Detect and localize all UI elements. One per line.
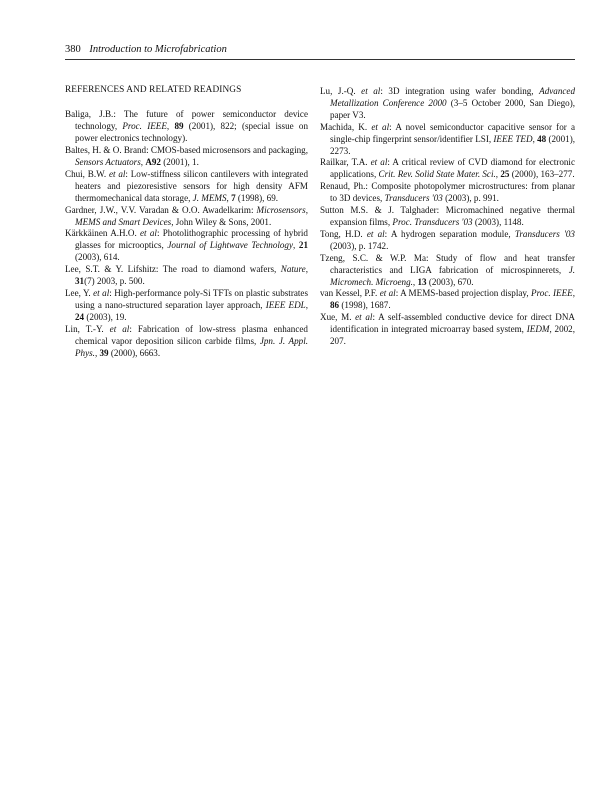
- reference-text: et al: [370, 157, 388, 168]
- reference-text: Tzeng, S.C. & W.P. Ma: Study of flow and heat transfer characteristics and LIGA fabrication of microspinnerets,: [320, 252, 575, 275]
- reference-text: ,: [532, 133, 538, 144]
- reference-text: ,: [305, 264, 308, 275]
- reference-text: IEEE TED: [493, 133, 533, 144]
- reference-text: : 3D integration using wafer bonding,: [380, 86, 540, 96]
- reference-text: (2003), 614.: [75, 252, 120, 263]
- reference-text: et al: [109, 323, 130, 334]
- reference-text: (2003), 670.: [426, 276, 474, 287]
- reference-text: : High-performance poly-Si TFTs on plastic substrates using a nano-structured separation layer approach,: [75, 288, 308, 310]
- reference-text: et al: [140, 228, 157, 239]
- reference-text: : A novel semiconductor capacitive sensor for a single-chip fingerprint sensor/identifier LSI,: [330, 121, 575, 144]
- reference-entry: [320, 122, 575, 158]
- reference-text: ,: [572, 288, 575, 299]
- reference-text: van Kessel, P.F.: [320, 288, 380, 299]
- running-title: Introduction to Microfabrication: [89, 44, 227, 55]
- reference-text: : Low-stiffness silicon cantilevers with integrated heaters and piezoresistive sensors for high density AFM thermomechanical data storage,: [75, 168, 308, 203]
- reference-text: ,: [293, 240, 299, 251]
- reference-text: 24: [75, 311, 85, 322]
- reference-text: (3–5 October 2000, San Diego), paper V3.: [330, 97, 575, 120]
- reference-entry: [320, 205, 575, 229]
- reference-text: Nature: [280, 264, 306, 275]
- reference-text: (2001), 822; (special issue on power electronics technology).: [75, 121, 309, 144]
- reference-entry: [65, 145, 308, 169]
- reference-text: Journal of Lightwave Technology: [167, 240, 294, 251]
- reference-text: ,: [226, 192, 232, 203]
- running-header: [65, 44, 227, 55]
- reference-text: ,: [412, 276, 418, 287]
- reference-text: J. MEMS: [192, 192, 227, 203]
- reference-text: 7: [231, 192, 236, 203]
- reference-text: Lee, Y.: [65, 288, 94, 298]
- reference-text: A92: [145, 157, 161, 168]
- reference-text: Lu, J.-Q.: [320, 86, 362, 96]
- reference-text: : A hydrogen separation module,: [384, 228, 515, 239]
- reference-text: IEEE EDL: [265, 299, 306, 310]
- section-heading: REFERENCES AND RELATED READINGS: [65, 85, 242, 95]
- reference-entry: [65, 205, 308, 229]
- reference-text: et al: [108, 168, 126, 179]
- right-reference-list: [320, 86, 575, 348]
- reference-text: Machida, K.: [320, 121, 372, 132]
- reference-entry: [320, 312, 575, 348]
- reference-text: 48: [537, 133, 547, 144]
- reference-text: et al: [361, 86, 381, 96]
- reference-entry: [65, 264, 308, 288]
- reference-text: Jpn. J. Appl. Phys.: [75, 335, 308, 358]
- reference-text: et al: [366, 228, 385, 239]
- reference-text: : Photolithographic processing of hybrid glasses for microoptics,: [75, 228, 308, 251]
- reference-text: Gardner, J.W., V.V. Varadan & O.O. Awadelkarim:: [65, 204, 257, 215]
- reference-text: Advanced Metallization Conference 2000: [330, 86, 575, 108]
- reference-text: ,: [140, 157, 146, 168]
- reference-text: (7) 2003, p. 500.: [84, 276, 145, 287]
- reference-text: J. Micromech. Microeng.: [330, 264, 575, 287]
- reference-text: 25: [500, 169, 510, 180]
- header-rule: [65, 59, 575, 60]
- reference-text: 39: [99, 347, 109, 358]
- reference-text: Kärkkäinen A.H.O.: [65, 228, 141, 239]
- reference-text: Transducers '03: [514, 228, 575, 239]
- reference-text: 86: [330, 300, 340, 311]
- reference-entry: [65, 228, 308, 264]
- reference-entry: [65, 169, 308, 205]
- reference-text: Sutton M.S. & J. Talghader: Micromachined negative thermal expansion films,: [320, 205, 575, 227]
- reference-text: : Fabrication of low-stress plasma enhanced chemical vapor deposition silicon carbide films,: [75, 323, 308, 346]
- reference-text: Baliga, J.B.: The future of power semiconductor device technology,: [65, 109, 308, 132]
- reference-entry: [65, 288, 308, 324]
- reference-text: Lee, S.T. & Y. Lifshitz: The road to diamond wafers,: [65, 264, 281, 275]
- reference-text: : A self-assembled conductive device for direct DNA identification in integrated microarray based system,: [330, 312, 575, 335]
- reference-text: ,: [495, 169, 501, 180]
- reference-text: Proc. Transducers '03: [392, 216, 473, 227]
- reference-text: 89: [174, 121, 184, 132]
- reference-text: (2000), 6663.: [108, 347, 161, 358]
- left-reference-list: [65, 109, 308, 359]
- reference-text: Crit. Rev. Solid State Mater. Sci.: [378, 169, 496, 180]
- reference-text: (1998), 69.: [235, 192, 279, 203]
- reference-text: IEDM: [526, 324, 550, 335]
- reference-text: et al: [355, 312, 373, 323]
- reference-text: ,: [166, 121, 175, 132]
- reference-entry: [320, 288, 575, 312]
- reference-text: ,: [94, 347, 100, 358]
- reference-text: Xue, M.: [320, 312, 356, 323]
- left-column: [65, 85, 308, 359]
- reference-text: (1998), 1687.: [339, 300, 391, 311]
- reference-text: : A MEMS-based projection display,: [395, 288, 532, 299]
- reference-text: Tong, H.D.: [320, 228, 367, 239]
- reference-entry: [320, 157, 575, 181]
- reference-text: (2003), p. 991.: [442, 193, 499, 204]
- page-number: 380: [65, 44, 81, 55]
- reference-entry: [65, 324, 308, 360]
- reference-text: Chui, B.W.: [65, 168, 109, 179]
- right-column: [320, 86, 575, 348]
- reference-text: , 2002, 207.: [330, 324, 576, 347]
- reference-text: et al: [93, 288, 110, 298]
- reference-entry: [65, 109, 308, 145]
- reference-text: et al: [379, 288, 396, 299]
- reference-text: Transducers '03: [384, 193, 443, 204]
- reference-text: (2003), 19.: [84, 311, 127, 322]
- reference-text: (2003), p. 1742.: [330, 240, 389, 251]
- reference-entry: [320, 181, 575, 205]
- reference-text: ,: [305, 299, 308, 310]
- reference-text: 13: [417, 276, 427, 287]
- reference-entry: [320, 253, 575, 289]
- reference-entry: [320, 229, 575, 253]
- reference-text: (2000), 163–277.: [509, 169, 575, 180]
- reference-text: (2001), 1.: [160, 157, 199, 168]
- reference-text: Microsensors, MEMS and Smart Devices: [75, 204, 308, 227]
- reference-text: Renaud, Ph.: Composite photopolymer microstructures: from planar to 3D devices,: [320, 181, 575, 204]
- reference-text: : A critical review of CVD diamond for electronic applications,: [330, 157, 575, 180]
- reference-entry: [320, 86, 575, 122]
- reference-text: , John Wiley & Sons, 2001.: [171, 216, 272, 227]
- reference-text: Lin, T.-Y.: [65, 323, 110, 334]
- reference-text: 21: [298, 240, 308, 251]
- reference-text: Baltes, H. & O. Brand: CMOS-based microsensors and packaging,: [65, 145, 308, 156]
- reference-text: Sensors Actuators: [75, 157, 141, 168]
- reference-text: Railkar, T.A.: [320, 157, 371, 168]
- reference-text: (2001), 2273.: [330, 133, 575, 156]
- reference-text: (2003), 1148.: [472, 216, 524, 227]
- reference-text: Proc. IEEE: [122, 121, 167, 132]
- reference-text: et al: [371, 121, 390, 132]
- reference-text: Proc. IEEE: [531, 288, 573, 299]
- reference-text: 31: [75, 276, 85, 287]
